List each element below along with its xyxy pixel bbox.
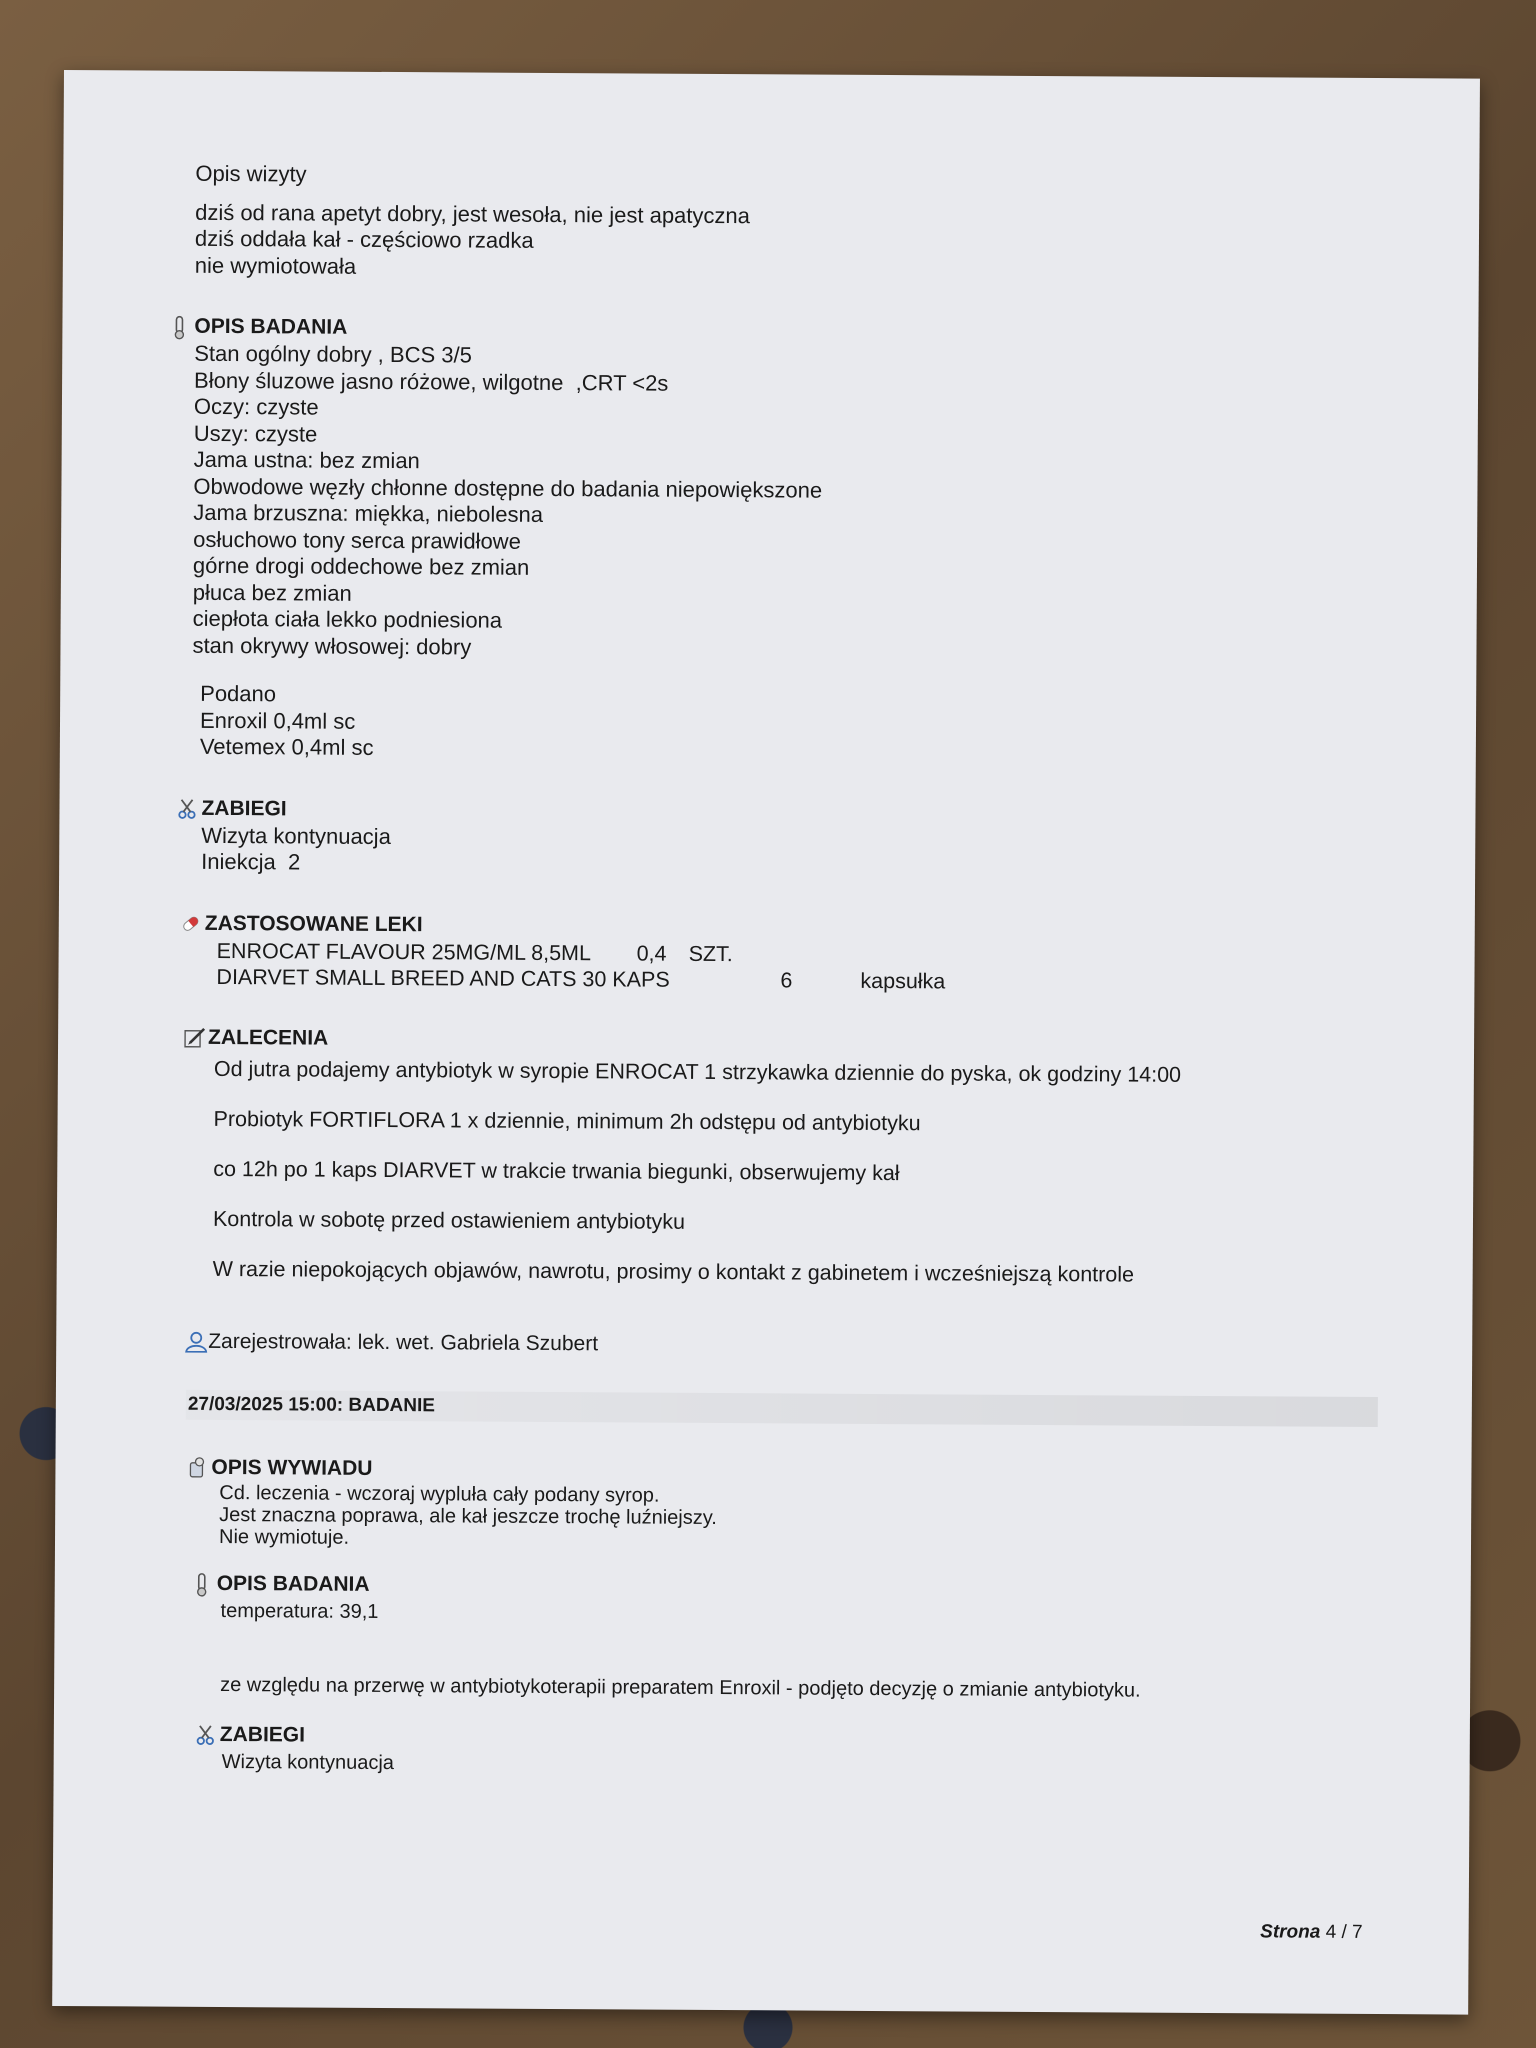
exam-line: ciepłota ciała lekko podniesiona (192, 605, 503, 633)
drug-name: ENROCAT FLAVOUR 25MG/ML 8,5ML (216, 938, 592, 965)
recommendation-line: Kontrola w sobotę przed ostawieniem antybiotyku (212, 1206, 686, 1234)
procedure-line: Iniekcja 2 (201, 848, 301, 875)
interview-heading-text: OPIS WYWIADU (211, 1455, 373, 1480)
thermometer-icon (193, 1572, 211, 1594)
exam-line: płuca bez zmian (192, 579, 352, 606)
exam-line: górne drogi oddechowe bez zmian (192, 552, 530, 580)
document-content (184, 161, 1394, 1782)
exam-line: Jama ustna: bez zmian (193, 446, 420, 474)
page-label: Strona (1260, 1921, 1321, 1943)
exam2-line: temperatura: 39,1 (220, 1599, 379, 1623)
page-number: 4 (1325, 1921, 1337, 1943)
interview-line: Cd. leczenia - wczoraj wypluła cały podany syrop. (219, 1481, 660, 1507)
recommendation-line: W razie niepokojących objawów, nawrotu, prosimy o kontakt z gabinetem i wcześniejszą kontrole (212, 1256, 1135, 1287)
visit-description-line: nie wymiotowała (194, 252, 357, 279)
exam-line: Błony śluzowe jasno różowe, wilgotne ,CRT <2s (194, 367, 669, 396)
visit-description-line: dziś oddała kał - częściowo rzadka (194, 225, 534, 253)
clipboard-icon (187, 1456, 205, 1478)
drug-qty: 0,4 (636, 941, 667, 966)
given-line: Vetemex 0,4ml sc (199, 733, 374, 760)
document-page (52, 70, 1480, 2015)
pencil-icon (184, 1026, 202, 1048)
exam-heading-text: OPIS BADANIA (194, 314, 348, 339)
drugs-heading-text: ZASTOSOWANE LEKI (204, 911, 423, 936)
visit-description-title: Opis wizyty (195, 160, 307, 187)
exam-line: Uszy: czyste (193, 420, 318, 447)
thermometer-icon (170, 316, 188, 338)
drug-name: DIARVET SMALL BREED AND CATS 30 KAPS (216, 964, 670, 992)
recommendation-line: Od jutra podajemy antybiotyk w syropie ENROCAT 1 strzykawka dziennie do pyska, ok godziny 14:00 (213, 1056, 1182, 1087)
user-icon (184, 1330, 202, 1352)
drug-qty: 6 (780, 967, 793, 992)
visit-description-line: dziś od rana apetyt dobry, jest wesoła, nie jest apatyczna (195, 199, 750, 228)
visit-note: ze względu na przerwę w antybiotykoterapii preparatem Enroxil - podjęto decyzję o zmianie antybiotyku. (220, 1673, 1141, 1702)
exam-line: Stan ogólny dobry , BCS 3/5 (194, 340, 472, 368)
pill-icon (181, 912, 199, 934)
exam-line: stan okrywy włosowej: dobry (192, 632, 472, 659)
page-footer (1260, 1921, 1363, 1944)
drug-unit: SZT. (688, 941, 733, 966)
given-title: Podano (200, 680, 277, 707)
recommendation-line: Probiotyk FORTIFLORA 1 x dziennie, minimum 2h odstępu od antybiotyku (213, 1106, 921, 1135)
procedure-line: Wizyta kontynuacja (201, 822, 391, 849)
registered-text: Zarejestrowała: lek. wet. Gabriela Szubert (208, 1329, 599, 1355)
recommendation-line: co 12h po 1 kaps DIARVET w trakcie trwania biegunki, obserwujemy kał (213, 1156, 900, 1185)
exam-line: Obwodowe węzły chłonne dostępne do badania niepowiększone (193, 473, 823, 503)
exam-lines (192, 341, 1393, 768)
procedures-heading-text: ZABIEGI (201, 796, 287, 820)
visit-description (195, 161, 1394, 286)
scissors-icon (177, 797, 195, 819)
exam-line: osłuchowo tony serca prawidłowe (193, 526, 521, 554)
given-line: Enroxil 0,4ml sc (199, 707, 356, 734)
exam-line: Oczy: czyste (193, 393, 319, 420)
recommendations-heading (184, 1023, 1388, 1058)
interview-line: Nie wymiotuje. (218, 1525, 350, 1549)
page-total: / 7 (1341, 1921, 1363, 1943)
drug-unit: kapsułka (860, 968, 946, 993)
recommendations-heading-text: ZALECENIA (208, 1025, 329, 1050)
interview-line: Jest znaczna poprawa, ale kał jeszcze trochę luźniejszy. (219, 1503, 717, 1529)
exam-line: Jama brzuszna: miękka, niebolesna (193, 499, 544, 527)
procedures2-heading-text: ZABIEGI (219, 1722, 306, 1747)
scissors-icon (196, 1723, 214, 1745)
visit-header: 27/03/2025 15:00: BADANIE (186, 1389, 1378, 1426)
procedure2-line: Wizyta kontynuacja (221, 1750, 395, 1774)
exam2-heading-text: OPIS BADANIA (216, 1571, 370, 1596)
